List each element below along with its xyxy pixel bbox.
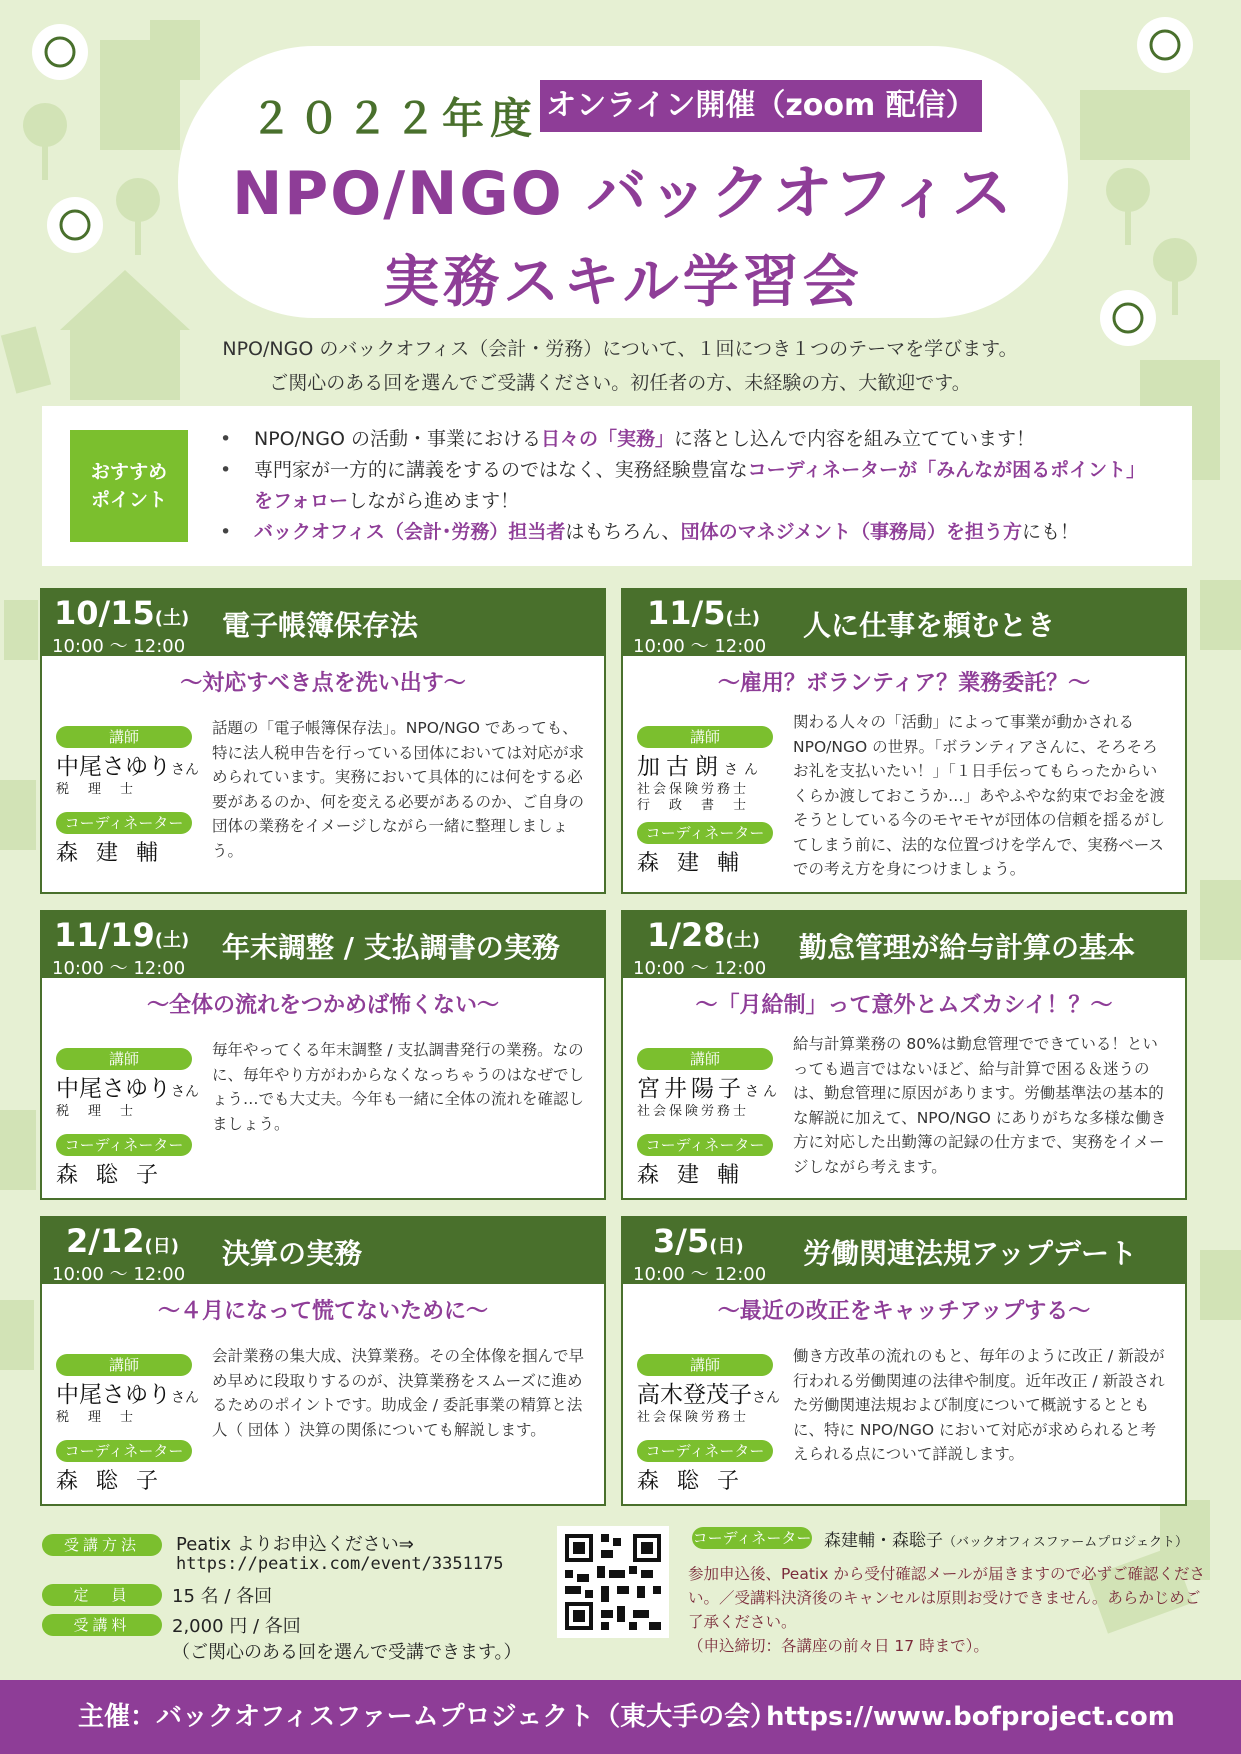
day-of-week: (土): [154, 930, 190, 951]
session-header: [42, 1218, 604, 1284]
speech-bubble-icon: [47, 197, 103, 253]
session-topic: 勤怠管理が給与計算の基本: [799, 931, 1136, 964]
session-description: 毎年やってくる年末調整 / 支払調書発行の業務。なのに、毎年やり方がわからなくなっちゃうのはなぜでしょう…でも大丈夫。今年も一緒に全体の流れを確認しましょう。: [212, 1041, 585, 1133]
session-header: [623, 590, 1185, 656]
fee-label: 受講料: [42, 1614, 162, 1636]
session-subtitle: ～４月になって慌てないために～: [157, 1299, 488, 1324]
lecturer-name: [56, 748, 199, 781]
lecturer-name-text: 加古朗: [637, 754, 724, 780]
session-card: [40, 1216, 606, 1506]
session-subtitle: ～最近の改正をキャッチアップする～: [717, 1299, 1091, 1324]
session-description: 働き方改革の流れのもと、毎年のように改正 / 新設が行われる労働関連の法律や制度。近年改正 / 新設された労働関連法規および制度について概説するとともに、特に NPO/NGO において対応が求められると考えられる点について詳説します。: [793, 1347, 1165, 1463]
tree-trunk: [1172, 275, 1178, 315]
tree-trunk: [135, 215, 141, 255]
session-description: 話題の「電子帳簿保存法」。NPO/NGO であっても、特に法人税申告を行っている団体においては対応が求められています。実務において具体的には何をする必要があるのか、何を変える必要があるのか、ご自身の団体の業務をイメージしながら一緒に整理しましょう。: [212, 719, 585, 860]
tree-trunk: [1125, 205, 1131, 245]
session-topic: 年末調整 / 支払調書の実務: [222, 931, 560, 964]
session-date: [647, 594, 760, 632]
session-date: [653, 1222, 744, 1260]
session-date: [66, 1222, 179, 1260]
lecturer-label: 講師: [56, 726, 192, 748]
document-shape: [4, 600, 38, 660]
point-text: 専門家が一方的に講義をするのではなく、実務経験豊富な: [254, 459, 748, 481]
lecturer-name-text: 高木登茂子: [637, 1382, 752, 1408]
session-topic: 労働関連法規アップデート: [803, 1237, 1138, 1270]
point-highlight: 団体のマネジメント（事務局）を担う方: [680, 521, 1022, 543]
session-card: [621, 588, 1187, 894]
session-description: 関わる人々の「活動」によって事業が動かされる NPO/NGO の世界。「ボランティアさんに、そろそろお礼を支払いたい！」「１日手伝ってもらったからいくらか渡しておこうか…」あやふやな約束でお金を渡そうとしている今のモヤモヤが団体の信頼を揺るがしてしまう前に、法的な位置づけを学んで、実務ベースでの考え方を身につけましょう。: [793, 713, 1166, 878]
point-text: NPO/NGO の活動・事業における: [254, 428, 541, 450]
points-tag-line2: ポイント: [90, 489, 167, 511]
point-item: [218, 455, 1158, 517]
session-topic: 決算の実務: [222, 1237, 363, 1270]
honorific: さん: [171, 1084, 199, 1100]
website-link[interactable]: https://www.bofproject.com: [766, 1702, 1175, 1732]
points-list: [218, 424, 1158, 548]
qr-code-icon: [557, 1526, 669, 1638]
lecturer-name: [637, 1376, 780, 1409]
notice-line1: 参加申込後、Peatix から受付確認メールが届きますので必ずご確認ください。／受講料決済後のキャンセルは原則お受けできません。あらかじめご了承ください。: [688, 1565, 1206, 1631]
session-card: [621, 1216, 1187, 1506]
fee-note: （ご関心のある回を選んで受講できます。）: [172, 1642, 522, 1663]
coordinator-label: コーディネーター: [56, 1440, 192, 1462]
point-highlight: 日々の「実務」: [540, 428, 674, 450]
lecturer-name: [637, 748, 764, 781]
honorific: さん: [171, 762, 199, 778]
online-format-badge: オンライン開催（zoom 配信）: [540, 80, 982, 132]
point-highlight: コーディネーターが「みんなが困るポイント」をフォロー: [254, 459, 1146, 512]
points-tag-line1: おすすめ: [90, 460, 168, 483]
lecturer-title: 税 理 士: [56, 782, 137, 797]
date-text: 11/5: [647, 594, 726, 632]
tree-trunk: [42, 140, 48, 180]
lecturer-title: 税 理 士: [56, 1104, 137, 1119]
session-subtitle: ～全体の流れをつかめば怖くない～: [146, 993, 499, 1018]
honorific: さん: [171, 1390, 199, 1406]
day-of-week: (日): [709, 1236, 744, 1257]
lecturer-label: 講師: [637, 1048, 773, 1070]
calculator-shape: [1200, 580, 1241, 650]
calculator-shape: [1200, 1250, 1241, 1320]
coordinator-label: コーディネーター: [692, 1529, 812, 1547]
intro-line1: NPO/NGO のバックオフィス（会計・労務）について、１回につき１つのテーマを学びます。: [222, 338, 1018, 360]
coordinator-label: コーディネーター: [637, 822, 773, 844]
method-text: Peatix よりお申込ください⇒: [176, 1534, 414, 1555]
session-card: [621, 910, 1187, 1200]
session-subtitle: ～対応すべき点を洗い出す～: [180, 671, 466, 696]
point-text: にも！: [1022, 521, 1080, 543]
session-date: [54, 594, 189, 632]
speech-bubble-icon: [32, 24, 88, 80]
fiscal-year: ２０２２年度: [250, 94, 539, 143]
document-shape: [1, 326, 51, 393]
method-label: 受講方法: [42, 1534, 162, 1556]
coordinator-label: コーディネーター: [637, 1134, 773, 1156]
coordinator-name: 森建輔: [56, 841, 177, 866]
honorific: さん: [745, 1084, 781, 1100]
date-text: 10/15: [54, 594, 155, 632]
date-text: 11/19: [54, 916, 155, 954]
session-header: [623, 912, 1185, 978]
session-time: 10:00 ～ 12:00: [633, 958, 767, 979]
lecturer-name: [56, 1070, 199, 1103]
session-subtitle: ～「月給制」って意外とムズカシイ！？～: [695, 993, 1113, 1018]
organizer: 主催：バックオフィスファームプロジェクト（東大手の会）: [78, 1702, 777, 1732]
coordinator-label: コーディネーター: [56, 812, 192, 834]
point-text: はもちろん、: [565, 521, 681, 543]
session-card: [40, 588, 606, 894]
date-text: 3/5: [653, 1222, 710, 1260]
lecturer-name-text: 中尾さゆり: [56, 1076, 171, 1102]
lecturer-title: 社会保険労務士: [637, 1104, 750, 1119]
session-card: [40, 910, 606, 1200]
fee-text: 2,000 円 / 各回: [172, 1616, 301, 1637]
day-of-week: (土): [154, 608, 190, 629]
document-shape: [0, 1300, 34, 1370]
lecturer-name-text: 中尾さゆり: [56, 1382, 171, 1408]
speech-bubble-icon: [1137, 17, 1193, 73]
document-shape: [1200, 880, 1241, 960]
lecturer-title: 税 理 士: [56, 1410, 137, 1425]
coordinator-label: コーディネーター: [56, 1134, 192, 1156]
qr-code[interactable]: [557, 1526, 669, 1638]
session-date: [647, 916, 760, 954]
recommended-points: [42, 406, 1192, 566]
points-tag: [70, 430, 188, 542]
session-date: [54, 916, 189, 954]
point-text: に落とし込んで内容を組み立てています！: [673, 428, 1035, 450]
building-shape: [150, 20, 200, 80]
capacity-label: 定 員: [42, 1584, 162, 1606]
session-time: 10:00 ～ 12:00: [633, 1264, 767, 1285]
date-text: 1/28: [647, 916, 726, 954]
point-item: [218, 517, 1158, 548]
day-of-week: (日): [144, 1236, 179, 1257]
lecturer-title-2: 行 政 書 士: [637, 798, 750, 813]
session-time: 10:00 ～ 12:00: [52, 1264, 186, 1285]
session-topic: 人に仕事を頼むとき: [803, 609, 1056, 642]
calculator-shape: [0, 780, 36, 850]
page-title-line1: NPO/NGO バックオフィス: [232, 159, 1014, 229]
coordinator-name: 森建輔: [637, 1163, 758, 1188]
day-of-week: (土): [725, 608, 760, 629]
building-shape: [1080, 90, 1190, 160]
session-topic: 電子帳簿保存法: [222, 609, 419, 642]
coordinator-names: [824, 1526, 1188, 1551]
page-title-line2: 実務スキル学習会: [383, 250, 863, 315]
honorific: さん: [724, 762, 764, 778]
coordinator-name: 森建輔: [637, 851, 758, 876]
point-text: しながら進めます！: [348, 490, 520, 512]
coordinator-name: 森聡子: [56, 1469, 177, 1494]
footer-bar: [0, 1680, 1241, 1754]
calculator-shape: [0, 1110, 36, 1190]
notice-line2: （申込締切：各講座の前々日 17 時まで）。: [688, 1637, 989, 1655]
lecturer-name-text: 中尾さゆり: [56, 754, 171, 780]
session-time: 10:00 ～ 12:00: [52, 636, 186, 657]
day-of-week: (土): [725, 930, 760, 951]
peatix-link[interactable]: https://peatix.com/event/3351175: [176, 1554, 504, 1574]
honorific: さん: [752, 1390, 780, 1406]
lecturer-label: 講師: [56, 1048, 192, 1070]
coordinator-names-text: 森建輔・森聡子: [824, 1531, 943, 1551]
coordinator-name: 森聡子: [56, 1163, 177, 1188]
session-subtitle: ～雇用？ボランティア？業務委託？～: [717, 671, 1091, 696]
capacity-text: 15 名 / 各回: [172, 1586, 273, 1607]
lecturer-label: 講師: [56, 1354, 192, 1376]
lecturer-name: [56, 1376, 199, 1409]
lecturer-label: 講師: [637, 1354, 773, 1376]
lecturer-name: [637, 1070, 781, 1103]
session-header: [42, 590, 604, 656]
notice: [688, 1562, 1208, 1658]
session-description: 給与計算業務の 80%は勤怠管理でできている！といっても過言ではないほど、給与計算で困る＆迷うのは、勤怠管理に原因があります。労働基準法の基本的な解説に加えて、NPO/NGO にありがちな多様な働き方に対応した出勤簿の記録の仕方まで、実務をイメージしながら考えます。: [793, 1035, 1167, 1176]
session-time: 10:00 ～ 12:00: [52, 958, 186, 979]
intro-line2: ご関心のある回を選んでご受講ください。初任者の方、未経験の方、大歓迎です。: [269, 372, 971, 394]
session-description: 会計業務の集大成、決算業務。その全体像を掴んで早め早めに段取りするのが、決算業務をスムーズに進めるためのポイントです。助成金 / 委託事業の精算と法人（ 団体 ）決算の関係についても解説します。: [212, 1347, 585, 1439]
point-highlight: バックオフィス（会計･労務）担当者: [254, 521, 566, 543]
point-item: [218, 424, 1158, 455]
session-header: [42, 912, 604, 978]
lecturer-name-text: 宮井陽子: [637, 1076, 745, 1102]
coordinator-org: （バックオフィスファームプロジェクト）: [943, 1535, 1189, 1550]
coordinator-name: 森聡子: [637, 1469, 758, 1494]
coordinator-label: コーディネーター: [637, 1440, 773, 1462]
lecturer-label: 講師: [637, 726, 773, 748]
session-header: [623, 1218, 1185, 1284]
lecturer-title: 社会保険労務士: [637, 782, 750, 797]
session-time: 10:00 ～ 12:00: [633, 636, 767, 657]
lecturer-title: 社会保険労務士: [637, 1410, 750, 1425]
date-text: 2/12: [66, 1222, 145, 1260]
